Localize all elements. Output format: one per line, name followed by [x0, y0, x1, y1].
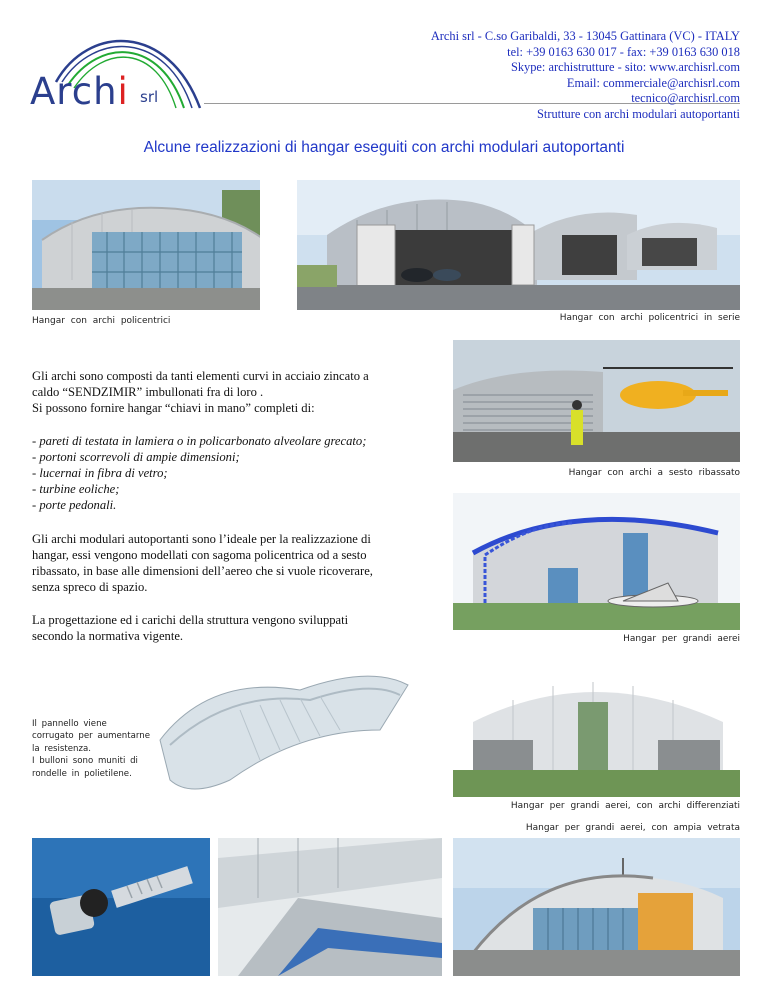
- skype-website-line[interactable]: Skype: archistrutture - sito: www.archisrl.com: [510, 60, 740, 74]
- photo-hangar-policentrici: [32, 180, 260, 310]
- caption-ribassato: Hangar con archi a sesto ribassato: [568, 468, 740, 478]
- photo-hangar-grandi-aerei: [453, 493, 740, 630]
- photo-hangar-vetrata: [453, 838, 740, 976]
- description-line: senza spreco di spazio.: [32, 580, 148, 594]
- photo-hangar-serie: [297, 180, 740, 310]
- page-title: Alcune realizzazioni di hangar eseguiti con archi modulari autoportanti: [143, 139, 625, 156]
- panel-note: [32, 718, 150, 780]
- description-line: hangar, essi vengono modellati con sagoma policentrica od a sesto: [32, 548, 367, 562]
- caption-differenziati: Hangar per grandi aerei, con archi differenziati: [510, 801, 740, 811]
- intro-line: Si possono fornire hangar “chiavi in mano” completi di:: [32, 401, 315, 415]
- feature-item: - portoni scorrevoli di ampie dimensioni;: [32, 450, 240, 464]
- caption-grandi-aerei: Hangar per grandi aerei: [623, 634, 740, 644]
- design-line: secondo la normativa vigente.: [32, 629, 184, 643]
- panel-note-line: I bulloni sono muniti di: [32, 756, 138, 767]
- photo-hangar-differenziati: [453, 662, 740, 797]
- design-paragraph: [32, 612, 348, 644]
- brand-logo-text: Archi: [30, 70, 129, 113]
- design-line: La progettazione ed i carichi della struttura vengono sviluppati: [32, 613, 349, 627]
- panel-note-line: corrugato per aumentarne: [32, 731, 151, 742]
- features-list: [32, 433, 366, 513]
- brand-suffix: srl: [140, 88, 159, 106]
- feature-item: - porte pedonali.: [32, 498, 117, 512]
- caption-vetrata: Hangar per grandi aerei, con ampia vetrata: [525, 823, 740, 833]
- intro-line: caldo “SENDZIMIR” imbullonati fra di loro .: [32, 385, 264, 399]
- panel-note-line: la resistenza.: [32, 743, 91, 754]
- tagline: Strutture con archi modulari autoportanti: [536, 106, 740, 121]
- caption-policentrici: Hangar con archi policentrici: [32, 316, 171, 326]
- intro-line: Gli archi sono composti da tanti elementi curvi in acciaio zincato a: [32, 369, 369, 383]
- feature-item: - turbine eoliche;: [32, 482, 120, 496]
- contact-block: [431, 29, 740, 122]
- feature-item: - lucernai in fibra di vetro;: [32, 466, 168, 480]
- phone-line: tel: +39 0163 630 017 - fax: +39 0163 630 018: [507, 44, 740, 59]
- photo-dettaglio-arco: [218, 838, 442, 976]
- description-line: ribassato, in base alle dimensioni dell’aereo che si vuole ricoverare,: [32, 564, 373, 578]
- email-tecnico[interactable]: tecnico@archisrl.com: [631, 91, 740, 105]
- caption-serie: Hangar con archi policentrici in serie: [559, 313, 740, 323]
- description-line: Gli archi modulari autoportanti sono l’ideale per la realizzazione di: [32, 532, 371, 546]
- photo-hangar-ribassato: [453, 340, 740, 462]
- email-commerciale[interactable]: Email: commerciale@archisrl.com: [566, 75, 740, 90]
- panel-note-line: Il pannello viene: [32, 719, 107, 729]
- intro-paragraph: [32, 368, 369, 416]
- photo-pannello-corrugato: [150, 660, 420, 798]
- panel-note-line: rondelle in polietilene.: [32, 768, 132, 779]
- description-paragraph: [32, 531, 373, 595]
- feature-item: - pareti di testata in lamiera o in policarbonato alveolare grecato;: [32, 434, 367, 448]
- photo-bulloni: [32, 838, 210, 976]
- address-line: Archi srl - C.so Garibaldi, 33 - 13045 Gattinara (VC) - ITALY: [430, 29, 740, 43]
